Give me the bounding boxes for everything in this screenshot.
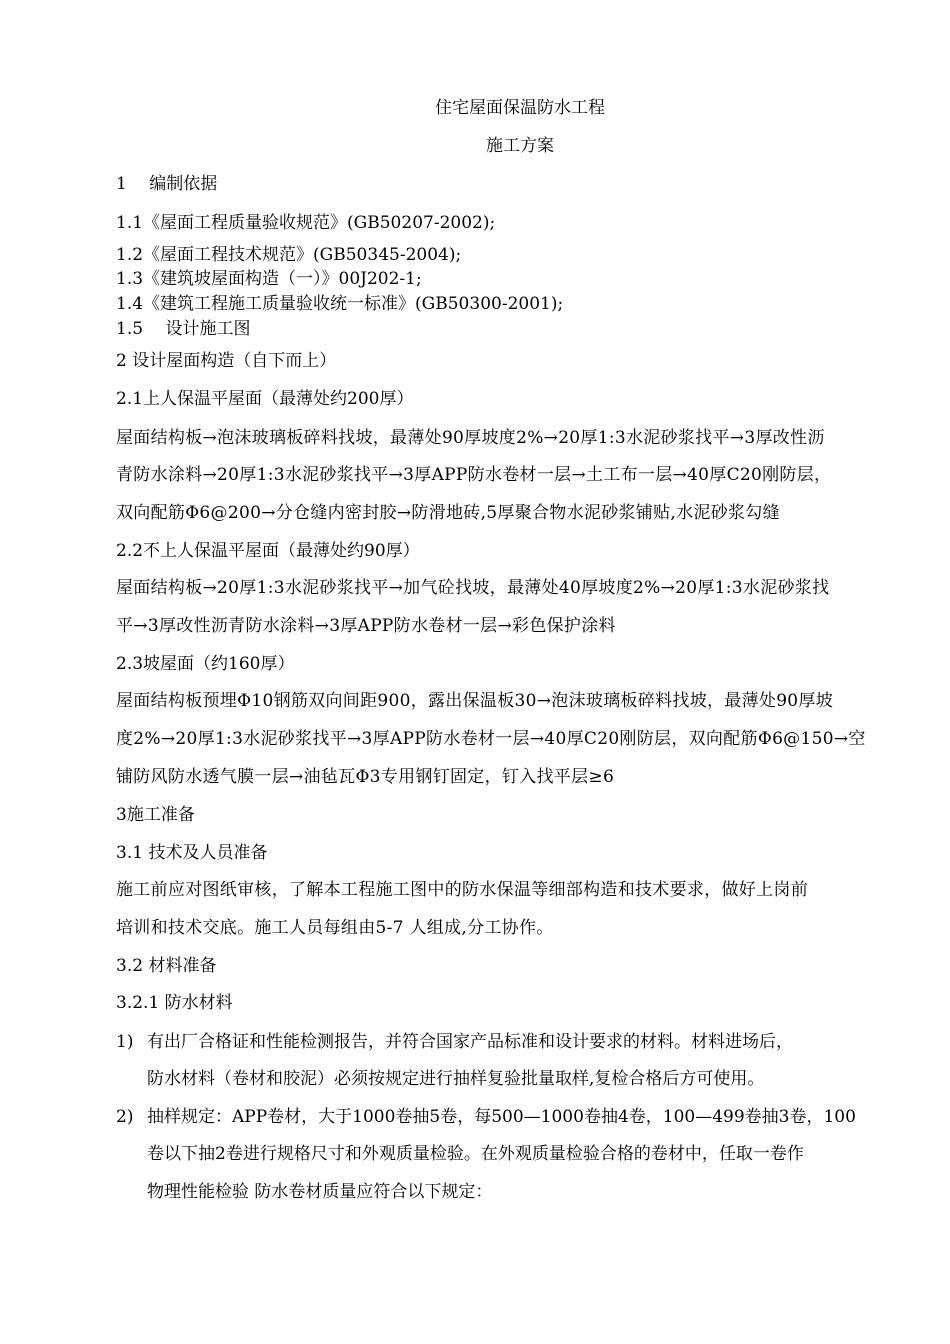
paragraph-line: 铺防风防水透气膜一层→油毡瓦Φ3专用钢钉固定，钉入找平层≥6 (116, 767, 615, 787)
paragraph-line: 培训和技术交底。施工人员每组由5-7 人组成,分工协作。 (116, 918, 554, 938)
reference-item: 1.5 设计施工图 (116, 319, 251, 339)
paragraph-line: 平→3厚改性沥青防水涂料→3厚APP防水卷材一层→彩色保护涂料 (116, 616, 616, 636)
paragraph-line: 双向配筋Φ6@200→分仓缝内密封胶→防滑地砖,5厚聚合物水泥砂浆铺贴,水泥砂浆勾缝 (116, 503, 780, 523)
section-1-heading: 1 编制依据 (116, 174, 218, 194)
list-item-line: 卷以下抽2卷进行规格尺寸和外观质量检验。在外观质量检验合格的卷材中，任取一卷作 (147, 1144, 804, 1164)
subsection-2-2-heading: 2.2不上人保温平屋面（最薄处约90厚） (116, 541, 420, 561)
list-item-line: 有出厂合格证和性能检测报告，并符合国家产品标准和设计要求的材料。材料进场后， (147, 1032, 793, 1052)
paragraph-line: 度2%→20厚1:3水泥砂浆找平→3厚APP防水卷材一层→40厚C20刚防层，双向配筋Φ6@150→空 (116, 729, 866, 749)
document-title: 住宅屋面保温防水工程 (435, 98, 605, 118)
document-subtitle: 施工方案 (486, 136, 554, 156)
subsection-3-2-1-heading: 3.2.1 防水材料 (116, 993, 233, 1013)
reference-item: 1.4《建筑工程施工质量验收统一标准》(GB50300-2001); (116, 294, 564, 314)
paragraph-line: 屋面结构板→泡沫玻璃板碎料找坡，最薄处90厚坡度2%→20厚1:3水泥砂浆找平→3厚改性沥 (116, 428, 825, 448)
section-3-heading: 3施工准备 (116, 805, 195, 825)
paragraph-line: 施工前应对图纸审核，了解本工程施工图中的防水保温等细部构造和技术要求，做好上岗前 (116, 880, 808, 900)
list-item-line: 防水材料（卷材和胶泥）必须按规定进行抽样复验批量取样,复检合格后方可使用。 (147, 1069, 765, 1089)
subsection-3-2-heading: 3.2 材料准备 (116, 956, 217, 976)
reference-item: 1.1《屋面工程质量验收规范》(GB50207-2002); (116, 213, 496, 233)
subsection-3-1-heading: 3.1 技术及人员准备 (116, 843, 268, 863)
paragraph-line: 屋面结构板预埋Φ10钢筋双向间距900，露出保温板30→泡沫玻璃板碎料找坡，最薄处90厚坡 (116, 691, 834, 711)
list-item-number: 1) (116, 1032, 134, 1052)
paragraph-line: 屋面结构板→20厚1:3水泥砂浆找平→加气砼找坡，最薄处40厚坡度2%→20厚1:3水泥砂浆找 (116, 578, 830, 598)
paragraph-line: 青防水涂料→20厚1:3水泥砂浆找平→3厚APP防水卷材一层→土工布一层→40厚C20刚防层， (116, 465, 832, 485)
section-2-heading: 2 设计屋面构造（自下而上） (116, 351, 337, 371)
list-item-line: 物理性能检验 防水卷材质量应符合以下规定： (147, 1182, 493, 1202)
reference-item: 1.2《屋面工程技术规范》(GB50345-2004); (116, 245, 462, 265)
list-item-number: 2) (116, 1107, 134, 1127)
subsection-2-3-heading: 2.3坡屋面（约160厚） (116, 654, 295, 674)
list-item-line: 抽样规定：APP卷材，大于1000卷抽5卷，每500—1000卷抽4卷，100—499卷抽3卷，100 (147, 1107, 856, 1127)
reference-item: 1.3《建筑坡屋面构造（一）》00J202-1; (116, 269, 422, 289)
subsection-2-1-heading: 2.1上人保温平屋面（最薄处约200厚） (116, 389, 414, 409)
